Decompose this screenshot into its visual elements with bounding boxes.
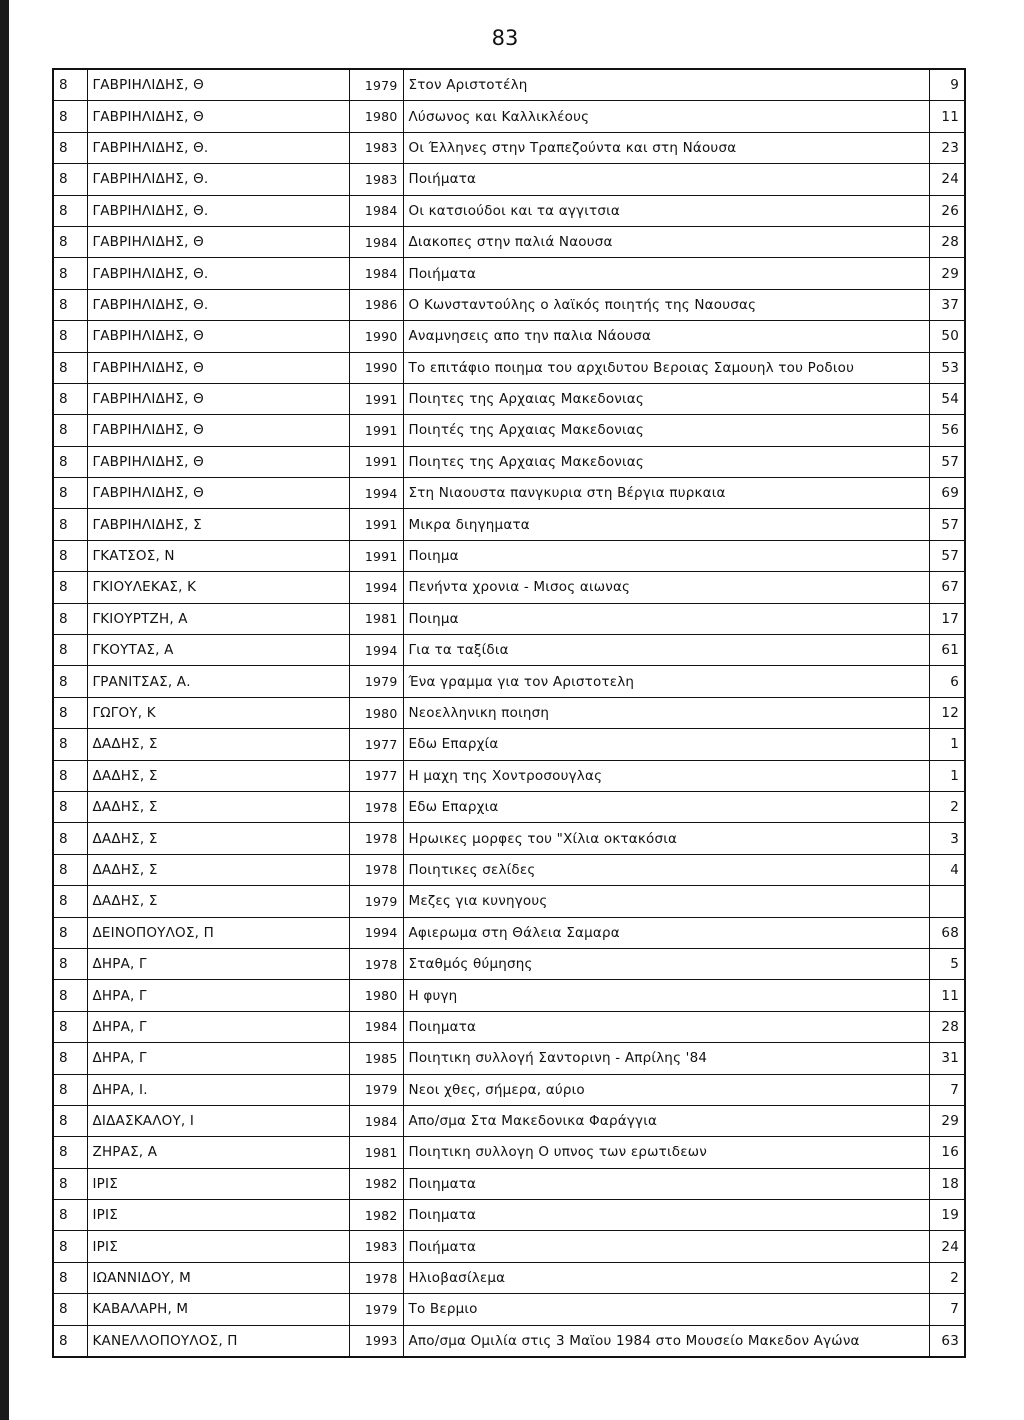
page-cell: 57 <box>929 509 965 540</box>
table-row <box>53 1262 965 1293</box>
author-cell: ΔΕΙΝΟΠΟΥΛΟΣ, Π <box>87 917 349 948</box>
page-cell <box>929 886 965 917</box>
page-cell: 19 <box>929 1200 965 1231</box>
title-cell: Ποιηματα <box>403 1200 929 1231</box>
page-cell: 24 <box>929 1231 965 1262</box>
table-row <box>53 509 965 540</box>
table-row <box>53 69 965 101</box>
page-cell: 3 <box>929 823 965 854</box>
author-cell: ΓΑΒΡΙΗΛΙΔΗΣ, Θ <box>87 446 349 477</box>
page-cell: 28 <box>929 226 965 257</box>
page-cell: 29 <box>929 1105 965 1136</box>
year-cell: 1979 <box>349 666 403 697</box>
author-cell: ΓΩΓΟΥ, Κ <box>87 697 349 728</box>
author-cell: ΚΑΒΑΛΑΡΗ, Μ <box>87 1294 349 1325</box>
title-cell: Εδω Επαρχία <box>403 729 929 760</box>
page-cell: 50 <box>929 321 965 352</box>
section-cell: 8 <box>53 69 87 101</box>
section-cell: 8 <box>53 1262 87 1293</box>
page-cell: 18 <box>929 1168 965 1199</box>
year-cell: 1982 <box>349 1168 403 1199</box>
page-cell: 56 <box>929 415 965 446</box>
title-cell: Ποιητές της Αρχαιας Μακεδονιας <box>403 415 929 446</box>
year-cell: 1978 <box>349 791 403 822</box>
title-cell: Ποιητες της Αρχαιας Μακεδονιας <box>403 446 929 477</box>
year-cell: 1982 <box>349 1200 403 1231</box>
section-cell: 8 <box>53 1168 87 1199</box>
year-cell: 1994 <box>349 917 403 948</box>
table-row <box>53 886 965 917</box>
year-cell: 1979 <box>349 69 403 101</box>
page-cell: 1 <box>929 760 965 791</box>
author-cell: ΔΗΡΑ, Ι. <box>87 1074 349 1105</box>
author-cell: ΓΑΒΡΙΗΛΙΔΗΣ, Θ <box>87 415 349 446</box>
table-row <box>53 1325 965 1357</box>
author-cell: ΔΗΡΑ, Γ <box>87 948 349 979</box>
section-cell: 8 <box>53 980 87 1011</box>
title-cell: Σταθμός θύμησης <box>403 948 929 979</box>
table-row <box>53 980 965 1011</box>
section-cell: 8 <box>53 289 87 320</box>
title-cell: Η μαχη της Χοντροσουγλας <box>403 760 929 791</box>
year-cell: 1994 <box>349 478 403 509</box>
year-cell: 1981 <box>349 603 403 634</box>
section-cell: 8 <box>53 101 87 132</box>
title-cell: Διακοπες στην παλιά Ναουσα <box>403 226 929 257</box>
page-cell: 67 <box>929 572 965 603</box>
title-cell: Λύσωνος και Καλλικλέους <box>403 101 929 132</box>
author-cell: ΓΑΒΡΙΗΛΙΔΗΣ, Θ. <box>87 132 349 163</box>
author-cell: ΙΡΙΣ <box>87 1168 349 1199</box>
title-cell: Ποιήματα <box>403 164 929 195</box>
year-cell: 1990 <box>349 321 403 352</box>
page-cell: 69 <box>929 478 965 509</box>
title-cell: Αφιερωμα στη Θάλεια Σαμαρα <box>403 917 929 948</box>
page-cell: 11 <box>929 980 965 1011</box>
author-cell: ΓΑΒΡΙΗΛΙΔΗΣ, Θ. <box>87 195 349 226</box>
author-cell: ΔΑΔΗΣ, Σ <box>87 854 349 885</box>
author-cell: ΖΗΡΑΣ, Α <box>87 1137 349 1168</box>
year-cell: 1993 <box>349 1325 403 1357</box>
section-cell: 8 <box>53 132 87 163</box>
table-row <box>53 321 965 352</box>
section-cell: 8 <box>53 635 87 666</box>
page-cell: 31 <box>929 1043 965 1074</box>
year-cell: 1980 <box>349 980 403 1011</box>
table-row <box>53 1200 965 1231</box>
title-cell: Ο Κωνσταντούλης ο λαϊκός ποιητής της Ναουσας <box>403 289 929 320</box>
year-cell: 1986 <box>349 289 403 320</box>
year-cell: 1984 <box>349 1011 403 1042</box>
table-row <box>53 446 965 477</box>
title-cell: Απο/σμα Στα Μακεδονικα Φαράγγια <box>403 1105 929 1136</box>
title-cell: Ηλιοβασίλεμα <box>403 1262 929 1293</box>
table-row <box>53 1231 965 1262</box>
year-cell: 1979 <box>349 1074 403 1105</box>
year-cell: 1979 <box>349 886 403 917</box>
page-cell: 63 <box>929 1325 965 1357</box>
page-cell: 7 <box>929 1074 965 1105</box>
page-cell: 12 <box>929 697 965 728</box>
title-cell: Ποιητες της Αρχαιας Μακεδονιας <box>403 383 929 414</box>
author-cell: ΓΑΒΡΙΗΛΙΔΗΣ, Θ <box>87 478 349 509</box>
year-cell: 1984 <box>349 258 403 289</box>
table-row <box>53 226 965 257</box>
year-cell: 1994 <box>349 572 403 603</box>
author-cell: ΔΑΔΗΣ, Σ <box>87 823 349 854</box>
section-cell: 8 <box>53 886 87 917</box>
section-cell: 8 <box>53 383 87 414</box>
section-cell: 8 <box>53 1043 87 1074</box>
table-row <box>53 258 965 289</box>
table-row <box>53 1294 965 1325</box>
table-row <box>53 1137 965 1168</box>
title-cell: Η φυγη <box>403 980 929 1011</box>
author-cell: ΓΑΒΡΙΗΛΙΔΗΣ, Θ. <box>87 258 349 289</box>
table-row <box>53 1043 965 1074</box>
title-cell: Στον Αριστοτέλη <box>403 69 929 101</box>
table-row <box>53 697 965 728</box>
author-cell: ΔΑΔΗΣ, Σ <box>87 729 349 760</box>
year-cell: 1977 <box>349 729 403 760</box>
page-cell: 57 <box>929 540 965 571</box>
table-row <box>53 917 965 948</box>
page-cell: 2 <box>929 791 965 822</box>
table-row <box>53 478 965 509</box>
page-cell: 11 <box>929 101 965 132</box>
author-cell: ΔΑΔΗΣ, Σ <box>87 760 349 791</box>
author-cell: ΔΙΔΑΣΚΑΛΟΥ, Ι <box>87 1105 349 1136</box>
table-row <box>53 729 965 760</box>
page-cell: 68 <box>929 917 965 948</box>
section-cell: 8 <box>53 1294 87 1325</box>
title-cell: Απο/σμα Ομιλία στις 3 Μαϊου 1984 στο Μουσείο Μακεδον Αγώνα <box>403 1325 929 1357</box>
year-cell: 1983 <box>349 1231 403 1262</box>
table-row <box>53 1168 965 1199</box>
section-cell: 8 <box>53 321 87 352</box>
section-cell: 8 <box>53 823 87 854</box>
author-cell: ΓΚΙΟΥΡΤΖΗ, Α <box>87 603 349 634</box>
page-cell: 26 <box>929 195 965 226</box>
title-cell: Ένα γραμμα για τον Αριστοτελη <box>403 666 929 697</box>
title-cell: Μεζες για κυνηγους <box>403 886 929 917</box>
title-cell: Νεοελληνικη ποιηση <box>403 697 929 728</box>
title-cell: Αναμνησεις απο την παλια Νάουσα <box>403 321 929 352</box>
section-cell: 8 <box>53 760 87 791</box>
section-cell: 8 <box>53 666 87 697</box>
page-cell: 5 <box>929 948 965 979</box>
table-row <box>53 635 965 666</box>
title-cell: Ποιητικες σελίδες <box>403 854 929 885</box>
section-cell: 8 <box>53 195 87 226</box>
page-cell: 37 <box>929 289 965 320</box>
year-cell: 1994 <box>349 635 403 666</box>
year-cell: 1991 <box>349 446 403 477</box>
table-row <box>53 823 965 854</box>
year-cell: 1978 <box>349 854 403 885</box>
page-cell: 17 <box>929 603 965 634</box>
title-cell: Μικρα διηγηματα <box>403 509 929 540</box>
page-cell: 4 <box>929 854 965 885</box>
section-cell: 8 <box>53 603 87 634</box>
table-row <box>53 666 965 697</box>
page-cell: 6 <box>929 666 965 697</box>
year-cell: 1984 <box>349 195 403 226</box>
page-cell: 61 <box>929 635 965 666</box>
title-cell: Εδω Επαρχια <box>403 791 929 822</box>
author-cell: ΓΑΒΡΙΗΛΙΔΗΣ, Θ <box>87 383 349 414</box>
section-cell: 8 <box>53 697 87 728</box>
year-cell: 1978 <box>349 1262 403 1293</box>
page-cell: 54 <box>929 383 965 414</box>
author-cell: ΚΑΝΕΛΛΟΠΟΥΛΟΣ, Π <box>87 1325 349 1357</box>
title-cell: Για τα ταξίδια <box>403 635 929 666</box>
table-row <box>53 603 965 634</box>
section-cell: 8 <box>53 917 87 948</box>
section-cell: 8 <box>53 1325 87 1357</box>
year-cell: 1983 <box>349 164 403 195</box>
title-cell: Οι κατσιούδοι και τα αγγιτσια <box>403 195 929 226</box>
section-cell: 8 <box>53 1011 87 1042</box>
author-cell: ΔΑΔΗΣ, Σ <box>87 791 349 822</box>
table-row <box>53 195 965 226</box>
page-cell: 16 <box>929 1137 965 1168</box>
section-cell: 8 <box>53 478 87 509</box>
section-cell: 8 <box>53 446 87 477</box>
page-cell: 1 <box>929 729 965 760</box>
table-row <box>53 132 965 163</box>
table-row <box>53 1011 965 1042</box>
title-cell: Ποιήματα <box>403 1231 929 1262</box>
title-cell: Στη Νιαουστα πανγκυρια στη Βέργια πυρκαια <box>403 478 929 509</box>
title-cell: Νεοι χθες, σήμερα, αύριο <box>403 1074 929 1105</box>
title-cell: Ποιήματα <box>403 258 929 289</box>
table-row <box>53 760 965 791</box>
author-cell: ΙΩΑΝΝΙΔΟΥ, Μ <box>87 1262 349 1293</box>
title-cell: Ποιηματα <box>403 1011 929 1042</box>
section-cell: 8 <box>53 1231 87 1262</box>
author-cell: ΔΗΡΑ, Γ <box>87 1011 349 1042</box>
section-cell: 8 <box>53 572 87 603</box>
title-cell: Πενήντα χρονια - Μισος αιωνας <box>403 572 929 603</box>
section-cell: 8 <box>53 1105 87 1136</box>
author-cell: ΓΑΒΡΙΗΛΙΔΗΣ, Θ <box>87 352 349 383</box>
page-cell: 2 <box>929 1262 965 1293</box>
table-row <box>53 289 965 320</box>
year-cell: 1985 <box>349 1043 403 1074</box>
section-cell: 8 <box>53 415 87 446</box>
bibliography-table <box>52 68 966 1358</box>
page-cell: 29 <box>929 258 965 289</box>
section-cell: 8 <box>53 854 87 885</box>
page-number: 83 <box>491 26 519 50</box>
author-cell: ΓΚΑΤΣΟΣ, Ν <box>87 540 349 571</box>
year-cell: 1984 <box>349 1105 403 1136</box>
section-cell: 8 <box>53 1074 87 1105</box>
page-cell: 57 <box>929 446 965 477</box>
table-row <box>53 791 965 822</box>
page-cell: 23 <box>929 132 965 163</box>
page-cell: 53 <box>929 352 965 383</box>
table-row <box>53 415 965 446</box>
title-cell: Ποιημα <box>403 540 929 571</box>
title-cell: Ποιηματα <box>403 1168 929 1199</box>
author-cell: ΙΡΙΣ <box>87 1200 349 1231</box>
table-row <box>53 1105 965 1136</box>
section-cell: 8 <box>53 791 87 822</box>
table-row <box>53 948 965 979</box>
section-cell: 8 <box>53 352 87 383</box>
title-cell: Ποιητικη συλλογή Σαντορινη - Απρίλης '84 <box>403 1043 929 1074</box>
bibliography-rows <box>53 69 965 1357</box>
section-cell: 8 <box>53 1137 87 1168</box>
author-cell: ΓΑΒΡΙΗΛΙΔΗΣ, Θ <box>87 101 349 132</box>
scan-binding-edge <box>0 0 9 1420</box>
author-cell: ΔΗΡΑ, Γ <box>87 980 349 1011</box>
table-row <box>53 572 965 603</box>
year-cell: 1979 <box>349 1294 403 1325</box>
title-cell: Ηρωικες μορφες του "Χίλια οκτακόσια <box>403 823 929 854</box>
author-cell: ΓΑΒΡΙΗΛΙΔΗΣ, Θ <box>87 321 349 352</box>
section-cell: 8 <box>53 509 87 540</box>
year-cell: 1977 <box>349 760 403 791</box>
page-cell: 24 <box>929 164 965 195</box>
section-cell: 8 <box>53 226 87 257</box>
table-row <box>53 352 965 383</box>
year-cell: 1980 <box>349 101 403 132</box>
author-cell: ΓΑΒΡΙΗΛΙΔΗΣ, Θ <box>87 69 349 101</box>
section-cell: 8 <box>53 729 87 760</box>
table-row <box>53 164 965 195</box>
section-cell: 8 <box>53 258 87 289</box>
year-cell: 1991 <box>349 540 403 571</box>
title-cell: Οι Έλληνες στην Τραπεζούντα και στη Νάουσα <box>403 132 929 163</box>
author-cell: ΔΗΡΑ, Γ <box>87 1043 349 1074</box>
table-row <box>53 383 965 414</box>
table-row <box>53 101 965 132</box>
table-row <box>53 1074 965 1105</box>
section-cell: 8 <box>53 1200 87 1231</box>
year-cell: 1978 <box>349 823 403 854</box>
year-cell: 1991 <box>349 415 403 446</box>
year-cell: 1991 <box>349 383 403 414</box>
table-row <box>53 540 965 571</box>
year-cell: 1990 <box>349 352 403 383</box>
title-cell: Το Βερμιο <box>403 1294 929 1325</box>
title-cell: Το επιτάφιο ποιημα του αρχιδυτου Βεροιας Σαμουηλ του Ροδιου <box>403 352 929 383</box>
author-cell: ΓΑΒΡΙΗΛΙΔΗΣ, Θ <box>87 226 349 257</box>
author-cell: ΓΡΑΝΙΤΣΑΣ, Α. <box>87 666 349 697</box>
section-cell: 8 <box>53 164 87 195</box>
author-cell: ΓΑΒΡΙΗΛΙΔΗΣ, Σ <box>87 509 349 540</box>
year-cell: 1981 <box>349 1137 403 1168</box>
year-cell: 1984 <box>349 226 403 257</box>
year-cell: 1983 <box>349 132 403 163</box>
author-cell: ΓΚΙΟΥΛΕΚΑΣ, Κ <box>87 572 349 603</box>
author-cell: ΙΡΙΣ <box>87 1231 349 1262</box>
page-cell: 7 <box>929 1294 965 1325</box>
section-cell: 8 <box>53 948 87 979</box>
year-cell: 1991 <box>349 509 403 540</box>
author-cell: ΓΑΒΡΙΗΛΙΔΗΣ, Θ. <box>87 289 349 320</box>
page-cell: 9 <box>929 69 965 101</box>
author-cell: ΓΚΟΥΤΑΣ, Α <box>87 635 349 666</box>
section-cell: 8 <box>53 540 87 571</box>
title-cell: Ποιημα <box>403 603 929 634</box>
title-cell: Ποιητικη συλλογη Ο υπνος των ερωτιδεων <box>403 1137 929 1168</box>
page-cell: 28 <box>929 1011 965 1042</box>
year-cell: 1978 <box>349 948 403 979</box>
author-cell: ΔΑΔΗΣ, Σ <box>87 886 349 917</box>
author-cell: ΓΑΒΡΙΗΛΙΔΗΣ, Θ. <box>87 164 349 195</box>
year-cell: 1980 <box>349 697 403 728</box>
table-row <box>53 854 965 885</box>
